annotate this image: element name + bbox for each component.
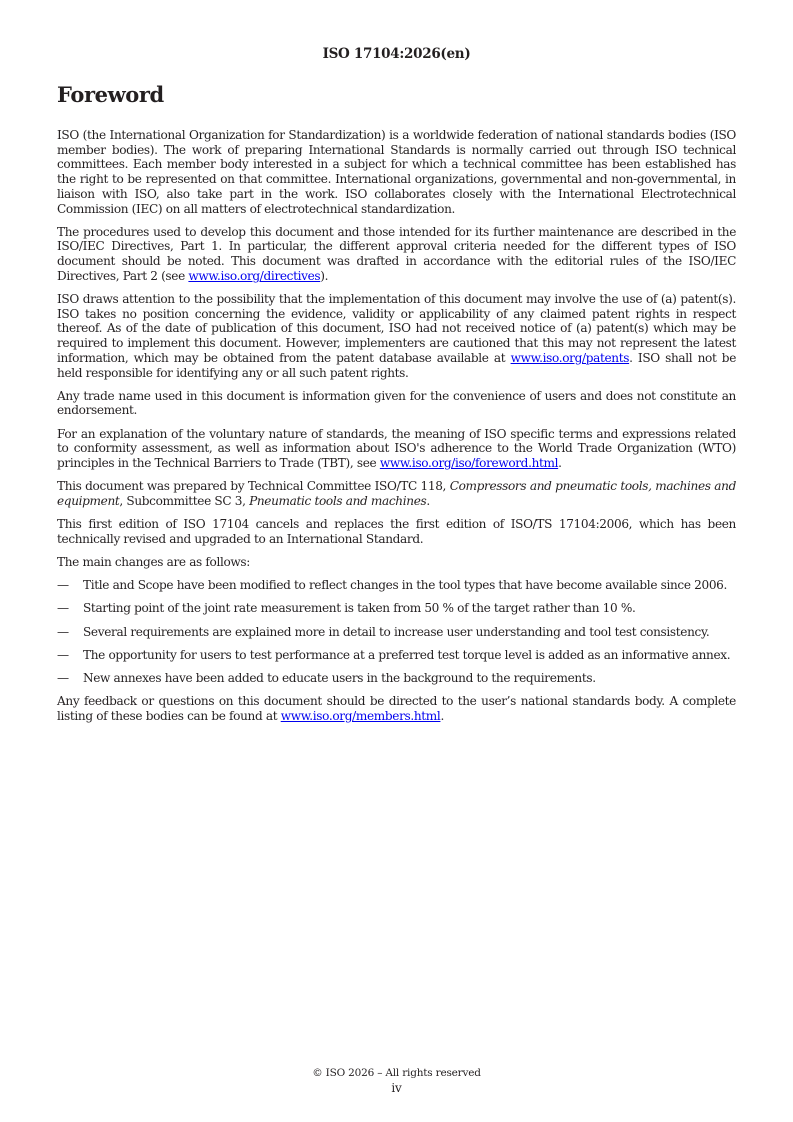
paragraph-edition: This first edition of ISO 17104 cancels and replaces the first edition of ISO/TS 17104:2006, which has been technically revised and upgraded to an International Standard.: [57, 517, 736, 546]
members-link[interactable]: www.iso.org/members.html: [280, 709, 441, 723]
foreword-body: [57, 128, 736, 732]
paragraph-voluntary-nature: For an explanation of the voluntary nature of standards, the meaning of ISO specific terms and expressions related to conformity assessment, as well as information about ISO's adherence to the World Trade Organization (WTO) principles in the Technical Barriers to Trade (TBT), see www.iso.org/iso/foreword.html.: [57, 426, 736, 471]
committee-title: Compressors and pneumatic tools, machines and equipment: [57, 479, 736, 508]
dash-bullet: —: [57, 647, 69, 662]
list-item: — New annexes have been added to educate users in the background to the requirements.: [57, 671, 596, 686]
dash-bullet: —: [57, 601, 69, 616]
list-item: — Title and Scope have been modified to reflect changes in the tool types that have become available since 2006.: [57, 578, 728, 593]
page-title: Foreword: [57, 82, 164, 107]
paragraph-patents: ISO draws attention to the possibility that the implementation of this document may involve the use of (a) patent(s). ISO takes no position concerning the evidence, validity or applicability of any claimed patent rights in respect thereof. As of the date of publication of this document, ISO had not received notice of (a) patent(s) which may be required to implement this document. However, implementers are cautioned that this may not represent the latest information, which may be obtained from the patent database available at www.iso.org/patents. ISO shall not be held responsible for identifying any or all such patent rights.: [57, 292, 736, 380]
dash-bullet: —: [57, 578, 69, 593]
paragraph-changes-intro: The main changes are as follows:: [57, 555, 251, 570]
list-item: — The opportunity for users to test performance at a preferred test torque level is added as an informative annex.: [57, 647, 731, 662]
paragraph-iso-intro: ISO (the International Organization for Standardization) is a worldwide federation of national standards bodies (ISO member bodies). The work of preparing International Standards is normally carried out through ISO technical committees. Each member body interested in a subject for which a technical committee has been established has the right to be represented on that committee. International organizations, governmental and non-governmental, in liaison with ISO, also take part in the work. ISO collaborates closely with the International Electrotechnical Commission (IEC) on all matters of electrotechnical standardization.: [57, 128, 736, 216]
list-item: — Starting point of the joint rate measurement is taken from 50 % of the target rather than 10 %.: [57, 601, 636, 616]
paragraph-trade-name: Any trade name used in this document is information given for the convenience of users and does not constitute an endorsement.: [57, 388, 736, 418]
copyright-notice: © ISO 2026 – All rights reserved: [312, 1067, 481, 1079]
dash-bullet: —: [57, 671, 69, 686]
subcommittee-title: Pneumatic tools and machines: [249, 493, 427, 508]
page-number: iv: [391, 1081, 402, 1095]
changes-list: [57, 578, 736, 686]
page-footer: [0, 1066, 793, 1096]
paragraph-procedures: The procedures used to develop this document and those intended for its further maintenance are described in the ISO/IEC Directives, Part 1. In particular, the different approval criteria needed for the different types of ISO document should be noted. This document was drafted in accordance with the editorial rules of the ISO/IEC Directives, Part 2 (see www.iso.org/directives).: [57, 224, 736, 283]
paragraph-committee: This document was prepared by Technical Committee ISO/TC 118, Compressors and pneumatic tools, machines and equipment, Subcommittee SC 3, Pneumatic tools and machines.: [57, 479, 736, 508]
directives-link[interactable]: www.iso.org/directives: [188, 268, 321, 283]
document-id-header: ISO 17104:2026(en): [322, 46, 471, 62]
patents-link[interactable]: www.iso.org/patents: [510, 350, 630, 365]
foreword-link[interactable]: www.iso.org/iso/foreword.html: [379, 456, 559, 471]
dash-bullet: —: [57, 624, 69, 639]
paragraph-feedback: Any feedback or questions on this document should be directed to the user’s national standards body. A complete listing of these bodies can be found at www.iso.org/members.html.: [57, 694, 736, 723]
list-item: — Several requirements are explained more in detail to increase user understanding and tool test consistency.: [57, 624, 710, 639]
